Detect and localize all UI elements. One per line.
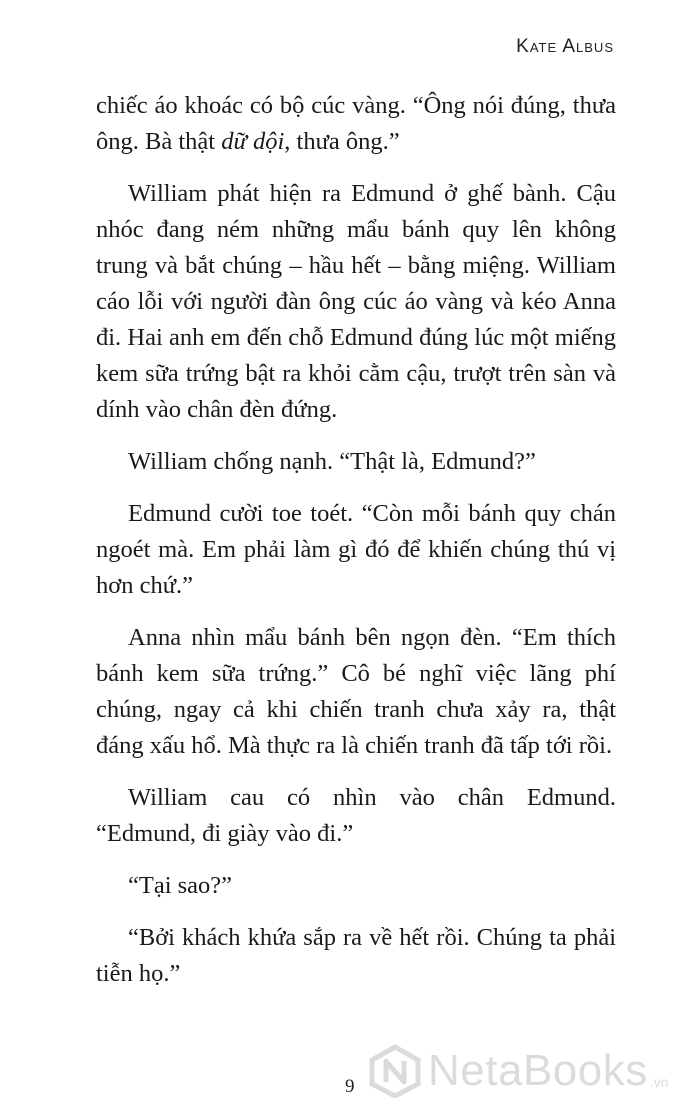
watermark-brand: NetaBooks xyxy=(428,1046,648,1095)
paragraph-1-end: , thưa ông.” xyxy=(284,128,400,155)
paragraph-2: William phát hiện ra Edmund ở ghế bành. Cậu nhóc đang ném những mẩu bánh quy lên không trung và bắt chúng – hầu hết – bằng miệng. William cáo lỗi với người đàn ông cúc áo vàng và kéo Anna đi. Hai anh em đến chỗ Edmund đúng lúc một miếng kem sữa trứng bật ra khỏi cằm cậu, trượt trên sàn và dính vào chân đèn đứng. xyxy=(96,180,616,423)
netabooks-logo-icon xyxy=(368,1044,422,1098)
watermark-suffix: .vn xyxy=(649,1074,669,1090)
paragraph-4: Edmund cười toe toét. “Còn mỗi bánh quy chán ngoét mà. Em phải làm gì đó để khiến chúng thú vị hơn chứ.” xyxy=(96,500,616,599)
paragraph-3: William chống nạnh. “Thật là, Edmund?” xyxy=(128,448,536,475)
running-header-author: Kate Albus xyxy=(516,36,614,57)
paragraph-1-start: chiếc áo khoác có bộ cúc vàng. “Ông nói đúng, thưa ông. Bà thật xyxy=(96,92,616,155)
book-text xyxy=(96,88,616,1008)
paragraph-7: “Tại sao?” xyxy=(128,872,233,899)
watermark xyxy=(368,1044,668,1098)
paragraph-8: “Bởi khách khứa sắp ra về hết rồi. Chúng ta phải tiễn họ.” xyxy=(96,924,616,987)
emphasis-text: dữ dội xyxy=(221,128,285,155)
paragraph-6: William cau có nhìn vào chân Edmund. “Edmund, đi giày vào đi.” xyxy=(96,784,616,847)
paragraph-1 xyxy=(96,88,616,160)
paragraph-5: Anna nhìn mẩu bánh bên ngọn đèn. “Em thích bánh kem sữa trứng.” Cô bé nghĩ việc lãng phí chúng, ngay cả khi chiến tranh chưa xảy ra, thật đáng xấu hổ. Mà thực ra là chiến tranh đã tấp tới rồi. xyxy=(96,624,616,759)
page-number: 9 xyxy=(345,1076,355,1097)
